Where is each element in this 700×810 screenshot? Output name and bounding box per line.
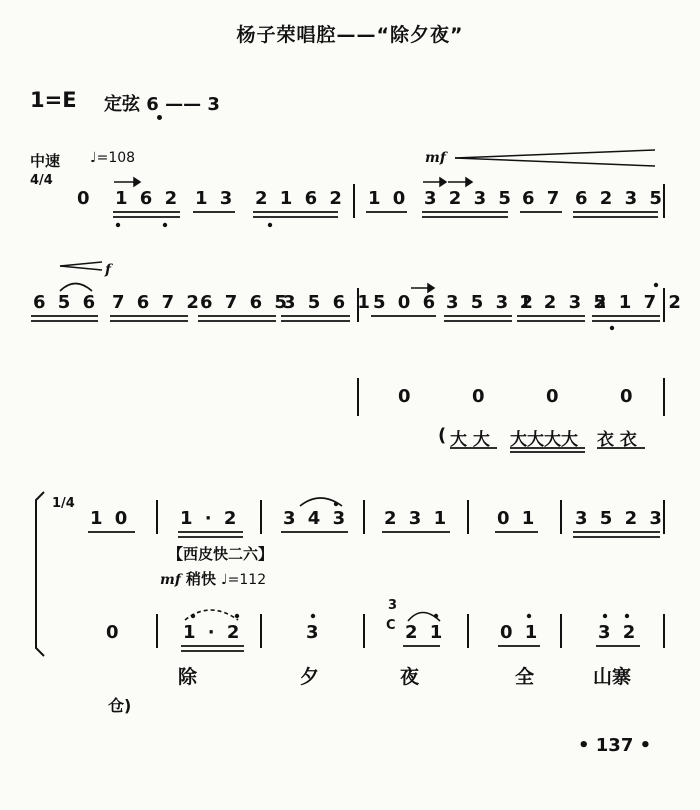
- key-signature: 1=E: [30, 88, 77, 112]
- lyric-syllable: 夕: [300, 666, 320, 688]
- note-group: 3 5 3 2: [446, 292, 536, 313]
- decrescendo: [60, 262, 102, 266]
- note-group: 2 1 7 2: [594, 292, 684, 313]
- percussion-group: 大大大大: [510, 430, 578, 450]
- note-group: 6 5 6: [33, 292, 99, 313]
- percussion-open: (: [438, 425, 447, 446]
- tempo-label: 中速: [30, 152, 61, 170]
- percussion-group: 大 大: [450, 430, 490, 450]
- rest: 0: [398, 386, 414, 407]
- grace-mark: C: [386, 618, 396, 633]
- note-group: 1 3: [195, 188, 236, 209]
- note-group: 2 1 6 2: [255, 188, 345, 209]
- note-group: 3 5 6 1: [283, 292, 373, 313]
- decrescendo: [60, 266, 102, 270]
- note-group: 6 2 3 5: [575, 188, 665, 209]
- dynamic-mf: mf: [425, 150, 446, 166]
- note-group: 6 7 6 5: [200, 292, 290, 313]
- meter-numerator: 1: [52, 496, 62, 511]
- note-group: 1 2 3 5: [519, 292, 609, 313]
- note-group: 1 · 2: [180, 508, 240, 529]
- system-bracket: [36, 492, 44, 656]
- rest: 0: [546, 386, 562, 407]
- percussion-end: 仓): [108, 696, 132, 715]
- note-group: 7 6 7 2: [112, 292, 202, 313]
- tuning-label: 定弦: [104, 94, 140, 115]
- percussion-group: 衣 衣: [597, 430, 637, 450]
- dynamic-mf: mf: [160, 572, 181, 588]
- lyric-syllable: 全: [515, 666, 535, 688]
- note-group: 0 1: [500, 622, 541, 643]
- note-group: 3: [306, 622, 322, 643]
- meter-denominator: 4: [43, 173, 53, 188]
- note-group: 3 2: [598, 622, 639, 643]
- page-number: • 137 •: [578, 735, 652, 756]
- page-title: 杨子荣唱腔——“除夕夜”: [236, 24, 464, 46]
- note-group: 6 7: [522, 188, 563, 209]
- tempo-value: ♩=108: [90, 150, 136, 166]
- grace-note: 3: [388, 598, 398, 613]
- time-signature: 1/4: [52, 496, 75, 511]
- note-group: 1 0: [90, 508, 131, 529]
- note-group: 3 5 2 3: [575, 508, 665, 529]
- lyric-syllable: 山寨: [593, 666, 632, 688]
- rest: 0: [620, 386, 636, 407]
- note-group: 3 2 3 5: [424, 188, 514, 209]
- meter-denominator: 4: [65, 496, 75, 511]
- tempo-label: 稍快: [185, 570, 216, 588]
- dynamic-f: f: [105, 262, 112, 278]
- note-group: 0 1: [497, 508, 538, 529]
- section-label: 【西皮快二六】: [168, 545, 274, 563]
- note-group: 0: [77, 188, 93, 209]
- lyric-syllable: 除: [178, 666, 198, 688]
- crescendo: [455, 158, 655, 166]
- note-group: 2 1: [405, 622, 446, 643]
- tempo-value: ♩=112: [221, 572, 267, 588]
- note-group: 1 · 2: [183, 622, 243, 643]
- note-group: 5 0 6: [373, 292, 439, 313]
- slur: [60, 284, 92, 292]
- note-group: 3 4 3: [283, 508, 349, 529]
- note-group: 1 0: [368, 188, 409, 209]
- time-signature: 4/4: [30, 173, 53, 188]
- crescendo: [455, 150, 655, 158]
- note-group: 2 3 1: [384, 508, 450, 529]
- note-group: 1 6 2: [115, 188, 181, 209]
- note-group: 0: [106, 622, 122, 643]
- meter-numerator: 4: [30, 173, 40, 188]
- tuning-high-note: 3: [207, 94, 220, 115]
- tuning-dash: ——: [165, 94, 202, 115]
- tuning-low-note: 6: [146, 94, 159, 115]
- lyric-syllable: 夜: [400, 666, 420, 688]
- rest: 0: [472, 386, 488, 407]
